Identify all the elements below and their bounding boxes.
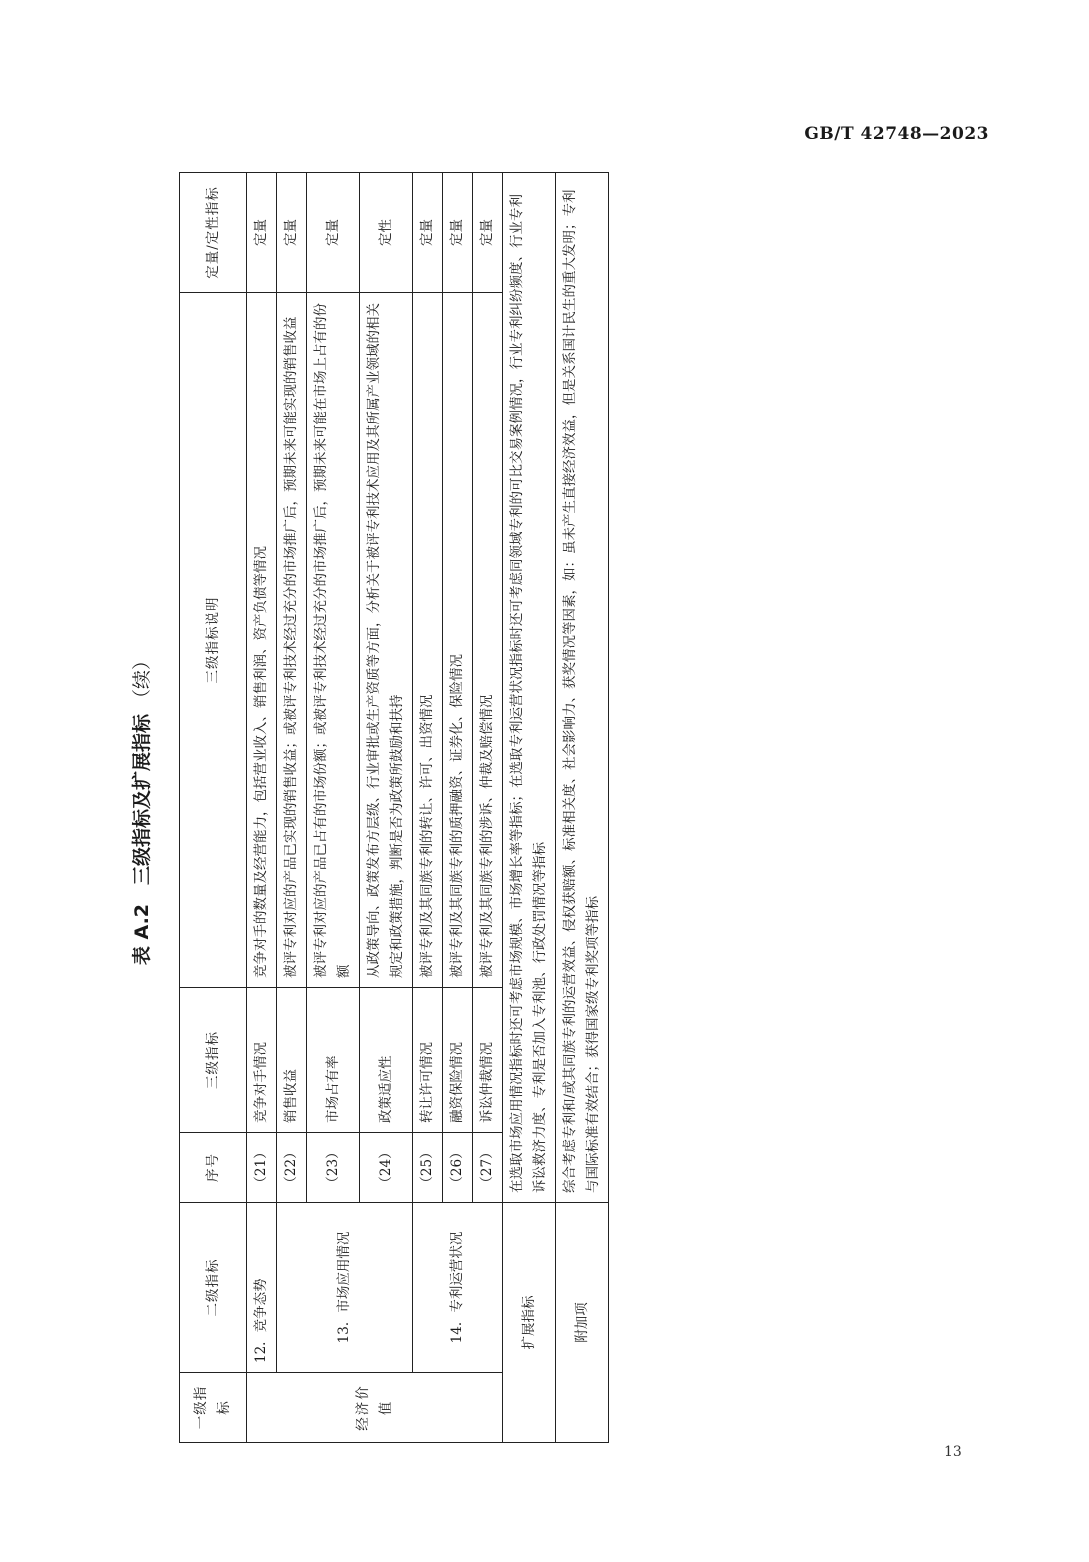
row-number: （25） <box>413 1133 443 1203</box>
description-cell: 竞争对手的数量及经营能力，包括营业收入、销售利润、资产负债等情况 <box>247 293 277 988</box>
row-number: （22） <box>277 1133 307 1203</box>
row-number: （26） <box>443 1133 473 1203</box>
header-type: 定量/定性指标 <box>180 173 247 293</box>
row-number: （21） <box>247 1133 277 1203</box>
level3-cell: 竞争对手情况 <box>247 988 277 1133</box>
row-number: （23） <box>307 1133 360 1203</box>
additional-label: 附加项 <box>556 1203 609 1443</box>
description-cell: 从政策导向、政策发布方层级、行业审批或生产资质等方面，分析关于被评专利技术应用及其所属产业领域的相关规定和政策措施，判断是否为政策所鼓励和扶持 <box>360 293 413 988</box>
table-row <box>413 173 443 1443</box>
level2-cell: 14．专利运营状况 <box>413 1203 503 1373</box>
level2-cell: 12．竞争态势 <box>247 1203 277 1373</box>
level3-cell: 销售收益 <box>277 988 307 1133</box>
type-cell: 定量 <box>443 173 473 293</box>
description-cell: 被评专利对应的产品已占有的市场份额；或被评专利技术经过充分的市场推广后，预期未来可能在市场上占有的份额 <box>307 293 360 988</box>
level3-cell: 融资保险情况 <box>443 988 473 1133</box>
additional-row <box>556 173 609 1443</box>
extended-label: 扩展指标 <box>503 1203 556 1443</box>
description-cell: 被评专利对应的产品已实现的销售收益；或被评专利技术经过充分的市场推广后，预期未来可能实现的销售收益 <box>277 293 307 988</box>
extended-text: 在选取市场应用情况指标时还可考虑市场规模、市场增长率等指标；在选取专利运营状况指标时还可考虑同领域专利的可比交易案例情况，行业专利纠纷频度、行业专利诉讼救济力度、专利是否加入专利池、行政处罚情况等指标 <box>503 173 556 1203</box>
table-row <box>277 173 307 1443</box>
standard-number: GB/T 42748—2023 <box>804 124 989 144</box>
type-cell: 定量 <box>413 173 443 293</box>
indicator-table <box>179 172 609 1443</box>
header-level3: 三级指标 <box>180 988 247 1133</box>
caption-continued: （续） <box>131 650 153 708</box>
type-cell: 定量 <box>277 173 307 293</box>
level3-cell: 转让许可情况 <box>413 988 443 1133</box>
extended-row <box>503 173 556 1443</box>
description-cell: 被评专利及其同族专利的涉诉、仲裁及赔偿情况 <box>473 293 503 988</box>
table-caption <box>127 173 182 1443</box>
header-number: 序号 <box>180 1133 247 1203</box>
level3-cell: 政策适应性 <box>360 988 413 1133</box>
caption-title: 表 A.2 三级指标及扩展指标 <box>131 713 153 966</box>
table-row <box>247 173 277 1443</box>
page-number: 13 <box>944 1444 962 1460</box>
level2-cell: 13．市场应用情况 <box>277 1203 413 1373</box>
description-cell: 被评专利及其同族专利的转让、许可、出资情况 <box>413 293 443 988</box>
description-cell: 被评专利及其同族专利的质押融资、证券化、保险情况 <box>443 293 473 988</box>
rotated-table-region <box>127 173 722 1443</box>
table-header-row <box>180 173 247 1443</box>
header-description: 三级指标说明 <box>180 293 247 988</box>
row-number: （24） <box>360 1133 413 1203</box>
level3-cell: 市场占有率 <box>307 988 360 1133</box>
level3-cell: 诉讼仲裁情况 <box>473 988 503 1133</box>
level1-cell: 经济价值 <box>247 1373 503 1443</box>
header-level1: 一级指标 <box>180 1373 247 1443</box>
header-level2: 二级指标 <box>180 1203 247 1373</box>
type-cell: 定性 <box>360 173 413 293</box>
row-number: （27） <box>473 1133 503 1203</box>
type-cell: 定量 <box>473 173 503 293</box>
additional-text: 综合考虑专利和/或其同族专利的运营效益、侵权获赔额、标准相关度、社会影响力、获奖情况等因素，如：虽未产生直接经济效益，但是关系国计民生的重大发明；专利与国际标准有效结合；获得国家级专利奖项等指标 <box>556 173 609 1203</box>
type-cell: 定量 <box>247 173 277 293</box>
type-cell: 定量 <box>307 173 360 293</box>
